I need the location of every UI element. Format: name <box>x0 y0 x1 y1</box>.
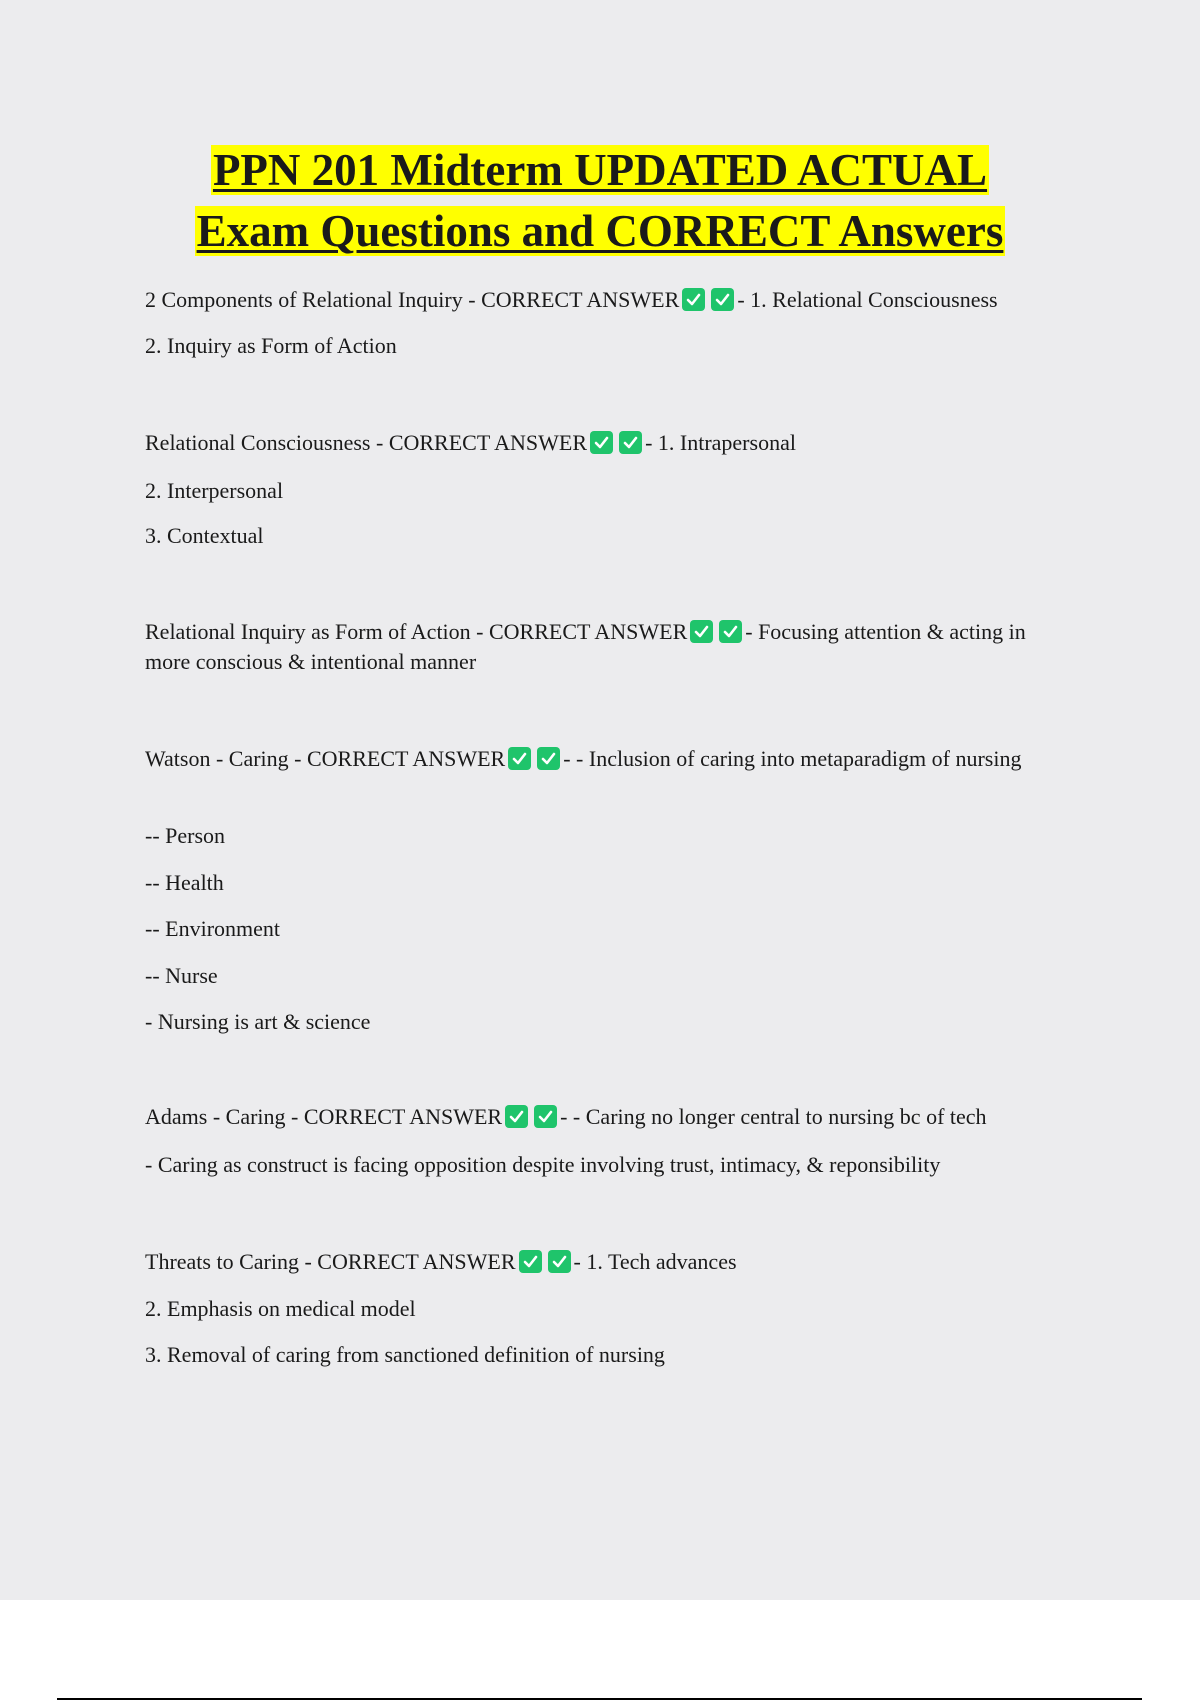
check-mark-icon <box>711 288 734 311</box>
check-mark-icon <box>537 747 560 770</box>
answer-line: 3. Removal of caring from sanctioned definition of nursing <box>145 1342 665 1367</box>
card-answer: - 1. Tech advances <box>573 1249 737 1274</box>
card-term: Relational Consciousness - <box>145 430 389 455</box>
card-answer: - - Caring no longer central to nursing bc of tech <box>560 1104 987 1129</box>
check-mark-icon <box>690 620 713 643</box>
flashcard-question <box>145 617 1045 677</box>
card-term: Adams - Caring - <box>145 1104 304 1129</box>
flashcard-question <box>145 428 1095 458</box>
correct-answer-label: CORRECT ANSWER <box>489 619 688 644</box>
check-mark-icon <box>508 747 531 770</box>
check-mark-icon <box>519 1250 542 1273</box>
flashcard-question <box>145 744 1045 774</box>
correct-answer-label: CORRECT ANSWER <box>481 287 680 312</box>
title-line-2: Exam Questions and CORRECT Answers <box>196 206 1004 256</box>
answer-line: -- Health <box>145 870 224 895</box>
check-mark-icon <box>590 431 613 454</box>
card-term: 2 Components of Relational Inquiry - <box>145 287 482 312</box>
correct-answer-label: CORRECT ANSWER <box>303 1104 503 1129</box>
answer-line: - Caring as construct is facing opposition despite involving trust, intimacy, & reponsibility <box>145 1152 941 1177</box>
answer-line: 3. Contextual <box>145 523 264 548</box>
check-mark-icon <box>682 288 705 311</box>
answer-line: -- Environment <box>145 916 281 941</box>
flashcard-question <box>145 1102 1095 1132</box>
correct-answer-label: CORRECT ANSWER <box>388 430 588 455</box>
correct-answer-label: CORRECT ANSWER <box>317 1249 516 1274</box>
answer-line: -- Nurse <box>145 963 218 988</box>
card-answer: - 1. Intrapersonal <box>645 430 796 455</box>
answer-line: 2. Interpersonal <box>145 478 284 503</box>
card-term: Watson - Caring - <box>145 746 307 771</box>
answer-line: 2. Emphasis on medical model <box>145 1296 416 1321</box>
correct-answer-label: CORRECT ANSWER <box>306 746 506 771</box>
document-title <box>0 140 1200 262</box>
check-mark-icon <box>505 1105 528 1128</box>
title-line-1: PPN 201 Midterm UPDATED ACTUAL <box>212 145 988 195</box>
answer-line: 2. Inquiry as Form of Action <box>145 333 397 358</box>
check-mark-icon <box>619 431 642 454</box>
check-mark-icon <box>719 620 742 643</box>
check-mark-icon <box>548 1250 571 1273</box>
answer-line: - Nursing is art & science <box>145 1009 371 1034</box>
flashcard-question <box>145 1247 1095 1277</box>
answer-line: -- Person <box>145 823 226 848</box>
card-answer: - Focusing attention & acting in more conscious & intentional manner <box>145 619 1026 674</box>
flashcard-question <box>145 285 1095 315</box>
check-mark-icon <box>534 1105 557 1128</box>
card-term: Relational Inquiry as Form of Action - <box>145 619 489 644</box>
card-answer: - 1. Relational Consciousness <box>737 287 998 312</box>
card-term: Threats to Caring - <box>145 1249 318 1274</box>
card-answer: - - Inclusion of caring into metaparadigm of nursing <box>563 746 1022 771</box>
